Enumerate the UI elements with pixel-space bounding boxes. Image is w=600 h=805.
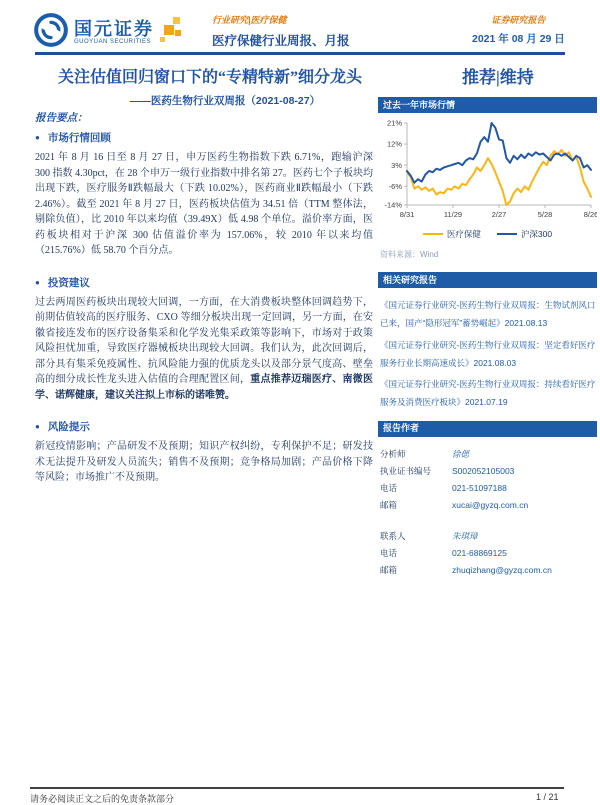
analyst-phone: 021-51097188 bbox=[452, 482, 507, 493]
market-chart-svg bbox=[378, 118, 597, 222]
section-title-investment-advice: ● 投资建议 bbox=[35, 276, 90, 289]
related-reports-header: 相关研究报告 bbox=[378, 272, 597, 288]
contact-row: 联系人 朱琪璋 bbox=[380, 528, 597, 545]
cert-number: S002052105003 bbox=[452, 465, 515, 476]
legend-item: 沪深300 bbox=[497, 228, 552, 240]
email-row: 邮箱 xucai@gyzq.com.cn bbox=[380, 497, 597, 514]
chart-legend bbox=[378, 228, 597, 240]
svg-text:-14%: -14% bbox=[384, 200, 402, 210]
research-category: 行业研究|医疗保健 bbox=[212, 15, 287, 25]
report-type-title: 医疗保健行业周报、月报 bbox=[212, 34, 350, 48]
bullet-icon: ● bbox=[35, 133, 40, 142]
orange-pixel-squares-icon bbox=[160, 15, 186, 50]
key-points-heading: 报告要点： bbox=[35, 112, 88, 124]
bullet-icon: ● bbox=[35, 422, 40, 431]
report-list-item: 《国元证券行业研究-医药生物行业双周报：坚定看好医疗服务行业长期高速成长》2021.08.03 bbox=[380, 339, 596, 368]
report-list-item: 《国元证券行业研究-医药生物行业双周报：生物试剂风口已来，国产“隐形冠军”蓄势崛起》2021.08.13 bbox=[380, 300, 596, 329]
page-number: 1 / 21 bbox=[536, 792, 559, 802]
chart-section-header: 过去一年市场行情 bbox=[378, 97, 597, 113]
svg-text:3%: 3% bbox=[391, 160, 402, 170]
bullet-icon: ● bbox=[35, 277, 40, 287]
sidebar bbox=[378, 97, 597, 579]
company-logo bbox=[33, 12, 186, 53]
svg-text:8/31: 8/31 bbox=[399, 210, 415, 219]
header-right bbox=[472, 13, 565, 46]
svg-text:21%: 21% bbox=[386, 118, 402, 128]
svg-text:-6%: -6% bbox=[388, 181, 402, 191]
contact-email: zhuqizhang@gyzq.com.cn bbox=[452, 564, 552, 575]
rating-badge: 推荐|维持 bbox=[462, 68, 534, 87]
report-date: 2021 年 08 月 29 日 bbox=[472, 33, 565, 45]
investment-advice-paragraph: 过去两周医药板块出现较大回调，一方面，在大消费板块整体回调趋势下，前期估值较高的医疗服务、CXO 等细分板块出现一定回调，另一方面，在安徽省接连发布的医疗设备集采和化学发光集采政策等影响下，市场对于政策风险担忧加重，导致医疗器械板块出现较大回调。我们认为，此次回调后，部分具有集采免疫属性、抗风险能力强的优质龙头以及部分景气度高、壁垒高的细分成长性龙头进入估值的合理配置区间，重点推荐迈瑞医疗、南微医学、诺辉健康，建议关注拟上市标的诺唯赞。 bbox=[35, 296, 373, 401]
phone-row: 电话 021-51097188 bbox=[380, 480, 597, 497]
report-label: 证券研究报告 bbox=[491, 15, 546, 25]
footer-divider bbox=[30, 787, 564, 789]
report-list-item: 《国元证券行业研究-医药生物行业双周报：持续看好医疗服务及消费医疗板块》2021.07.19 bbox=[380, 379, 596, 408]
contact-name: 朱琪璋 bbox=[452, 530, 478, 541]
svg-text:11/29: 11/29 bbox=[443, 210, 463, 219]
page-subtitle: ——医药生物行业双周报（2021-08-27） bbox=[129, 95, 321, 107]
analyst-row: 分析师 徐偲 bbox=[380, 446, 597, 463]
logo-name-en: GUOYUAN SECURITIES bbox=[74, 39, 152, 45]
svg-text:8/26: 8/26 bbox=[583, 210, 597, 219]
related-reports-list bbox=[378, 288, 597, 421]
cert-row: 执业证书编号 S002052105003 bbox=[380, 463, 597, 480]
header-center bbox=[212, 13, 350, 49]
footer-disclaimer: 请务必阅读正文之后的免责条款部分 bbox=[30, 794, 175, 804]
market-chart bbox=[378, 113, 597, 240]
section-title-risk-warning: ● 风险提示 bbox=[35, 421, 90, 433]
header-divider bbox=[35, 52, 565, 55]
chart-source-note: 资料来源：Wind bbox=[380, 250, 439, 259]
contact-phone: 021-68869125 bbox=[452, 547, 507, 558]
svg-text:2/27: 2/27 bbox=[491, 210, 507, 219]
authors-block bbox=[378, 437, 597, 579]
phone-row: 电话 021-68869125 bbox=[380, 545, 597, 562]
key-points-column bbox=[35, 110, 373, 502]
section-title-market-review: ● 市场行情回顾 bbox=[35, 132, 111, 144]
logo-name-cn: 国元证券 bbox=[74, 19, 154, 39]
market-review-paragraph: 2021 年 8 月 16 日至 8 月 27 日，申万医药生物指数下跌 6.71%，跑输沪深 300 指数 4.30pct，在 28 个申万一级行业指数中排名第 27。医药七个子板块均出现下跌，医疗服务Ⅱ跌幅最大（下跌 10.02%），医药商业Ⅱ跌幅最小（下跌 2.46%）。截至 2021 年 8 月 27 日，医药板块估值为 34.51 倍（TTM 整体法，剔除负值），比 2010 年以来均值（39.49X）低 4.98 个单位。溢价率方面，医药板块相对于沪深 300 估值溢价率为 157.06%，较 2010 年以来均值（215.76%）低 58.70 个百分点。 bbox=[35, 152, 373, 256]
email-row: 邮箱 zhuqizhang@gyzq.com.cn bbox=[380, 562, 597, 579]
risk-warning-paragraph: 新冠疫情影响；产品研发不及预期；知识产权纠纷，专利保护不足；研发技术无法提升及研发人员流失；销售不及预期；竞争格局加剧；产品价格下降等风险；市场推广不及预期。 bbox=[35, 441, 373, 483]
legend-item: 医疗保健 bbox=[423, 228, 481, 240]
svg-text:5/28: 5/28 bbox=[537, 210, 553, 219]
legend-line-swatch bbox=[423, 233, 443, 236]
guoyuan-circle-icon bbox=[33, 12, 69, 53]
analyst-name: 徐偲 bbox=[452, 448, 470, 459]
page-title: 关注估值回归窗口下的“专精特新”细分龙头 bbox=[57, 69, 362, 86]
analyst-email: xucai@gyzq.com.cn bbox=[452, 499, 529, 510]
legend-line-swatch bbox=[497, 233, 517, 236]
authors-section-header: 报告作者 bbox=[378, 421, 597, 437]
svg-text:12%: 12% bbox=[386, 139, 402, 149]
